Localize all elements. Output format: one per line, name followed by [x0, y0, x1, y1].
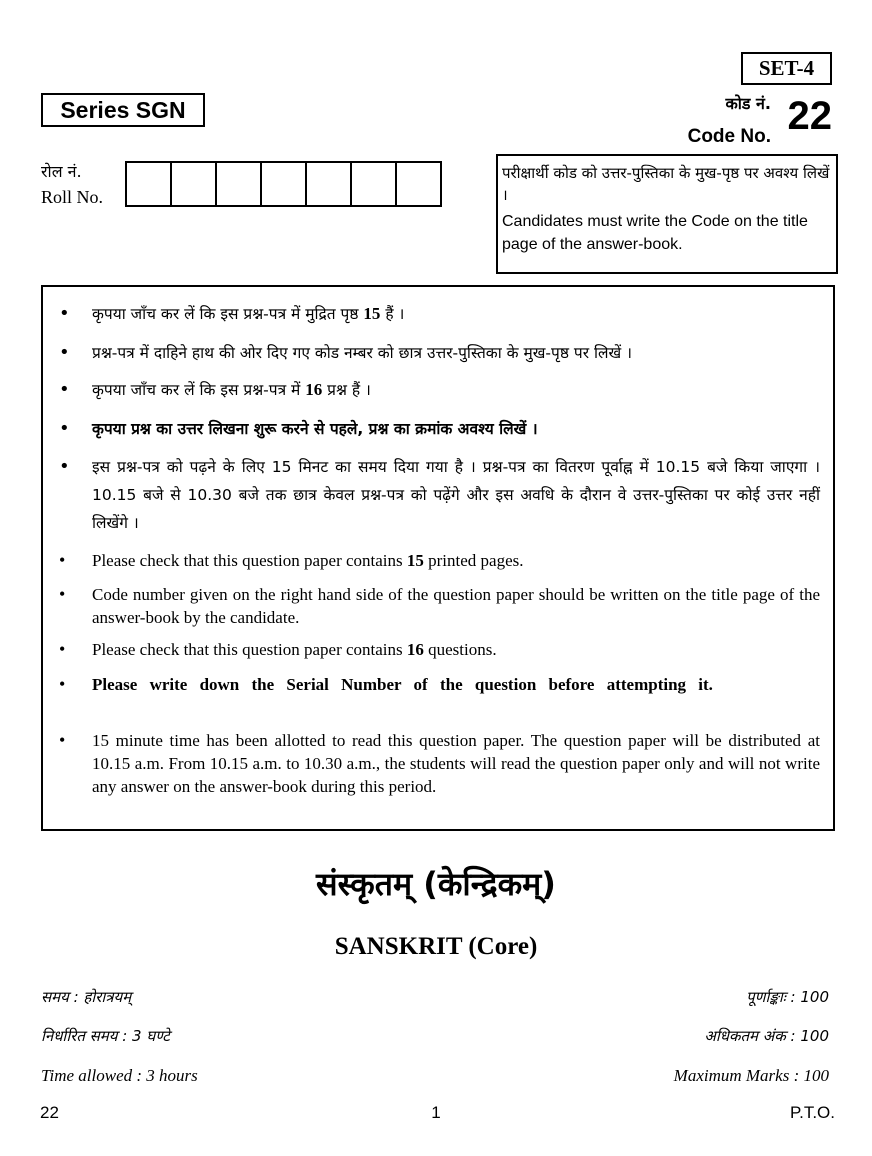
roll-digit-box[interactable]: [217, 163, 262, 205]
instruction-item: • Code number given on the right hand side of the question paper should be written on the title page of the answer-book by the candidate.: [59, 584, 820, 627]
instruction-item: • Please write down the Serial Number of the question before attempting it.: [59, 674, 713, 694]
page-number: 1: [431, 1103, 441, 1122]
instruction-item: • Please check that this question paper contains 16 questions.: [59, 639, 497, 659]
marks-hindi: अधिकतम अंक : 100: [704, 1027, 829, 1045]
instructions-box: [41, 285, 835, 831]
maximum-marks: Maximum Marks : 100: [673, 1066, 829, 1085]
roll-digit-box[interactable]: [127, 163, 172, 205]
instruction-item: • कृपया जाँच कर लें कि इस प्रश्न-पत्र में 16 प्रश्न हैं ।: [59, 379, 371, 400]
roll-digit-box[interactable]: [307, 163, 352, 205]
roll-digit-box[interactable]: [262, 163, 307, 205]
series-box: Series SGN: [41, 93, 205, 127]
subject-title-english: SANSKRIT (Core): [334, 933, 538, 960]
roll-number-boxes: [125, 161, 442, 207]
set-number-box: SET-4: [741, 52, 832, 85]
time-hindi-sanskrit: समय : होरात्रयम्: [41, 988, 132, 1006]
code-notice-hindi: परीक्षार्थी कोड को उत्तर-पुस्तिका के मुख-पृष्ठ पर अवश्य लिखें ।: [502, 164, 830, 204]
pto-label: P.T.O.: [789, 1103, 835, 1122]
instruction-item: • कृपया जाँच कर लें कि इस प्रश्न-पत्र में मुद्रित पृष्ठ 15 हैं ।: [59, 303, 405, 324]
code-label-hindi: कोड नं.: [725, 94, 771, 113]
instruction-item: • 15 minute time has been allotted to read this question paper. The question paper will be distributed at 10.15 a.m. From 10.15 a.m. to 10.30 a.m., the students will read the question paper only and will not write any answer on the answer-book during this period.: [59, 730, 820, 796]
code-label-english: Code No.: [687, 126, 771, 147]
instruction-item: • Please check that this question paper contains 15 printed pages.: [59, 550, 524, 570]
instruction-item: • प्रश्न-पत्र में दाहिने हाथ की ओर दिए गए कोड नम्बर को छात्र उत्तर-पुस्तिका के मुख-पृष्ठ पर लिखें ।: [59, 342, 632, 363]
time-hindi: निर्धारित समय : 3 घण्टे: [41, 1027, 170, 1045]
roll-digit-box[interactable]: [352, 163, 397, 205]
marks-sanskrit: पूर्णाङ्काः : 100: [746, 988, 829, 1006]
subject-title-hindi: संस्कृतम् (केन्द्रिकम्): [316, 865, 556, 903]
roll-digit-box[interactable]: [172, 163, 217, 205]
code-notice-box: [496, 154, 838, 274]
instruction-item: • कृपया प्रश्न का उत्तर लिखना शुरू करने से पहले, प्रश्न का क्रमांक अवश्य लिखें ।: [59, 418, 538, 439]
code-number: 22: [787, 94, 832, 138]
roll-label-hindi: रोल नं.: [41, 162, 82, 181]
code-notice-english: Candidates must write the Code on the title page of the answer-book.: [502, 213, 808, 253]
time-allowed: Time allowed : 3 hours: [41, 1066, 198, 1085]
footer-code: 22: [40, 1103, 59, 1122]
roll-label-english: Roll No.: [41, 187, 104, 207]
instruction-item: • इस प्रश्न-पत्र को पढ़ने के लिए 15 मिनट का समय दिया गया है । प्रश्न-पत्र का वितरण पूर्वाह्न में 10.15 बजे किया जाएगा । 10.15 बजे से 10.30 बजे तक छात्र केवल प्रश्न-पत्र को पढ़ेंगे और इस अवधि के दौरान वे उत्तर-पुस्तिका पर कोई उत्तर नहीं लिखेंगे ।: [59, 456, 820, 532]
roll-digit-box[interactable]: [397, 163, 442, 205]
